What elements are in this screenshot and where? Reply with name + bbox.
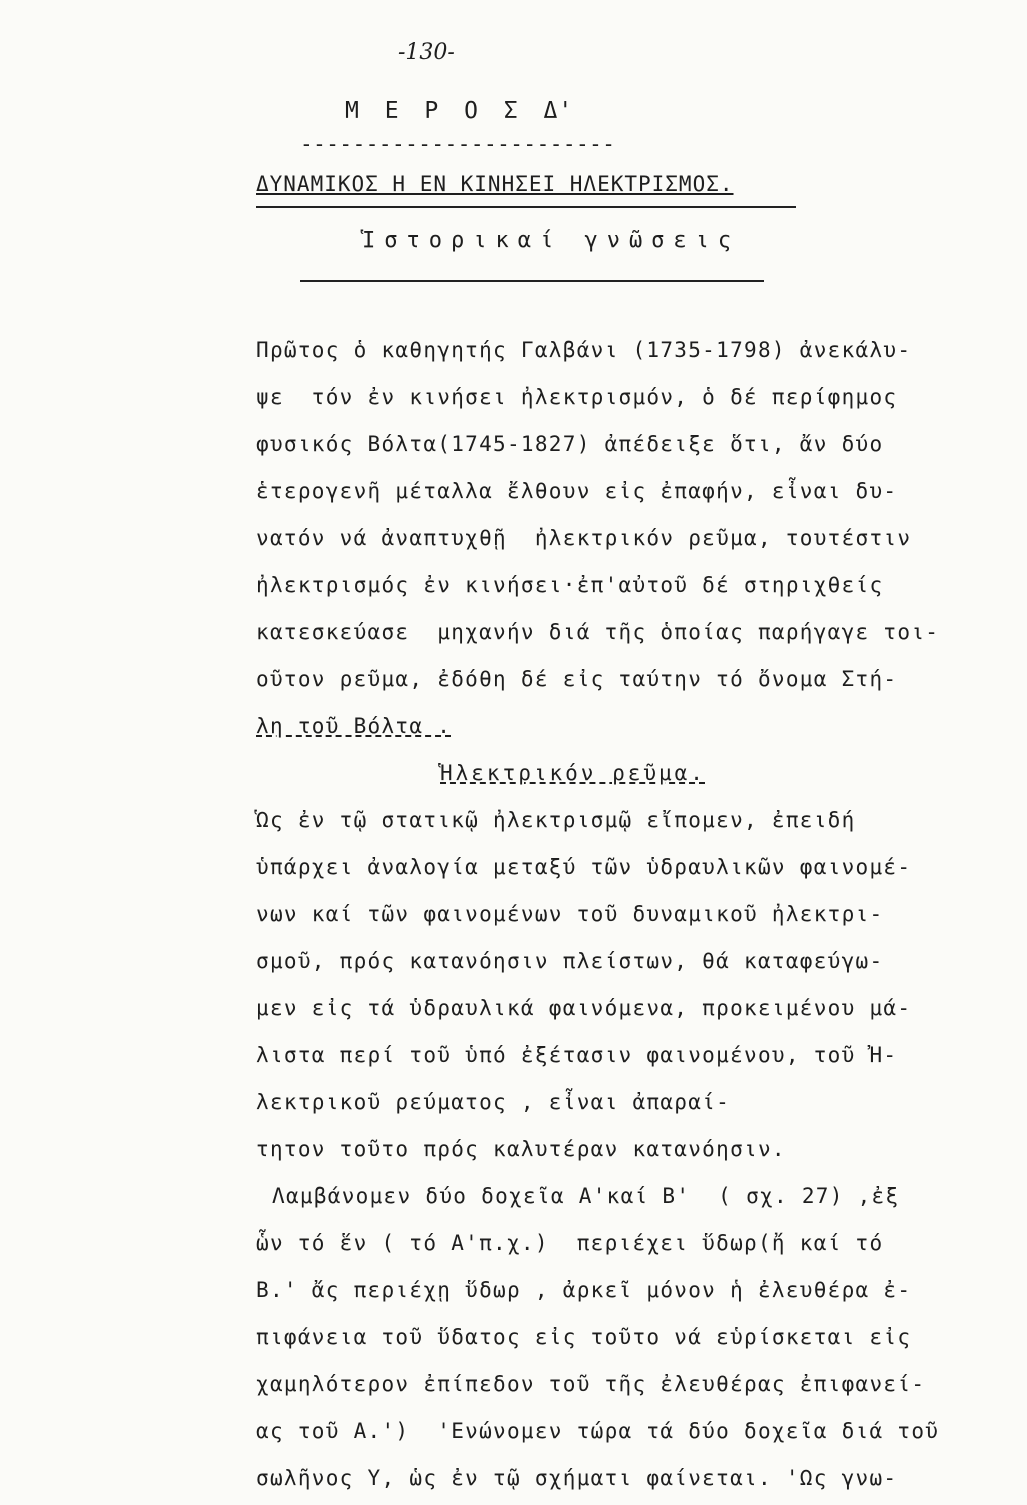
chapter-title: ΔΥΝΑΜΙΚΟΣ Η ΕΝ ΚΙΝΗΣΕΙ ΗΛΕΚΤΡΙΣΜΟΣ. [256,172,734,196]
text-line: Πρῶτος ὁ καθηγητής Γαλβάνι (1735-1798) ἀνεκάλυ- [256,338,912,362]
subtitle-rule [300,280,764,282]
text-line: λη τοῦ Βόλτα . [256,714,452,738]
text-line: λιστα περί τοῦ ὑπό ἐξέτασιν φαινομένου, τοῦ Ἠ- [256,1043,898,1067]
text-line: χαμηλότερον ἐπίπεδον τοῦ τῆς ἐλευθέρας ἐπιφανεί- [256,1372,926,1396]
text-line: μεν εἰς τά ὑδραυλικά φαινόμενα, προκειμένου μά- [256,996,912,1020]
text-line: σωλῆνος Υ, ὡς ἐν τῷ σχήματι φαίνεται. 'Ως γνω- [256,1466,898,1490]
text-line: πιφάνεια τοῦ ὕδατος εἰς τοῦτο νά εὑρίσκεται εἰς [256,1325,912,1349]
text-line: κατεσκεύασε μηχανήν διά τῆς ὁποίας παρήγαγε τοι- [256,620,940,644]
body-text [256,330,976,1505]
page-number: -130- [398,40,455,65]
text-line: φυσικός Βόλτα(1745-1827) ἀπέδειξε ὅτι, ἄν δύο [256,432,884,456]
text-line: Β.' ἄς περιέχῃ ὕδωρ , ἀρκεῖ μόνον ἡ ἐλευθέρα ἐ- [256,1278,912,1302]
text-line: ας τοῦ Α.') 'Ενώνομεν τώρα τά δύο δοχεῖα διά τοῦ [256,1419,940,1443]
text-line: λεκτρικοῦ ρεύματος , εἶναι ἀπαραί- [256,1090,731,1114]
text-line: ἠλεκτρισμός ἐν κινήσει·ἐπ'αὐτοῦ δέ στηριχθείς [256,573,884,597]
text-line: Λαμβάνομεν δύο δοχεῖα Α'καί Β' ( σχ. 27) ,ἐξ [272,1184,900,1208]
text-line: ὑπάρχει ἀναλογία μεταξύ τῶν ὑδραυλικῶν φαινομέ- [256,855,912,879]
text-line: Ὡς ἐν τῷ στατικῷ ἠλεκτρισμῷ εἴπομεν, ἐπειδή [256,808,856,832]
text-line: νων καί τῶν φαινομένων τοῦ δυναμικοῦ ἠλεκτρι- [256,902,884,926]
section-subtitle: Ἱστορικαί γνῶσεις [362,228,741,253]
title-underline [256,206,796,208]
text-line: τητον τοῦτο πρός καλυτέραν κατανόησιν. [256,1137,786,1161]
text-line: οῦτον ρεῦμα, ἐδόθη δέ εἰς ταύτην τό ὄνομα Στή- [256,667,898,691]
section-heading: Ἡλεκτρικόν ρεῦμα. [440,761,706,785]
text-line: σμοῦ, πρός κατανόησιν πλείστων, θά καταφεύγω- [256,949,884,973]
text-line: νατόν νά ἀναπτυχθῇ ἠλεκτρικόν ρεῦμα, τουτέστιν [256,526,912,550]
text-line: ἑτερογενῆ μέταλλα ἔλθουν εἰς ἐπαφήν, εἶναι δυ- [256,479,898,503]
text-line: ὧν τό ἕν ( τό Α'π.χ.) περιέχει ὕδωρ(ἤ καί τό [256,1231,884,1255]
text-line: ψε τόν ἐν κινήσει ἠλεκτρισμόν, ὁ δέ περίφημος [256,385,898,409]
part-heading: Μ Ε Ρ Ο Σ Δ' [345,98,574,124]
dash-rule: ------------------------ [300,132,616,156]
